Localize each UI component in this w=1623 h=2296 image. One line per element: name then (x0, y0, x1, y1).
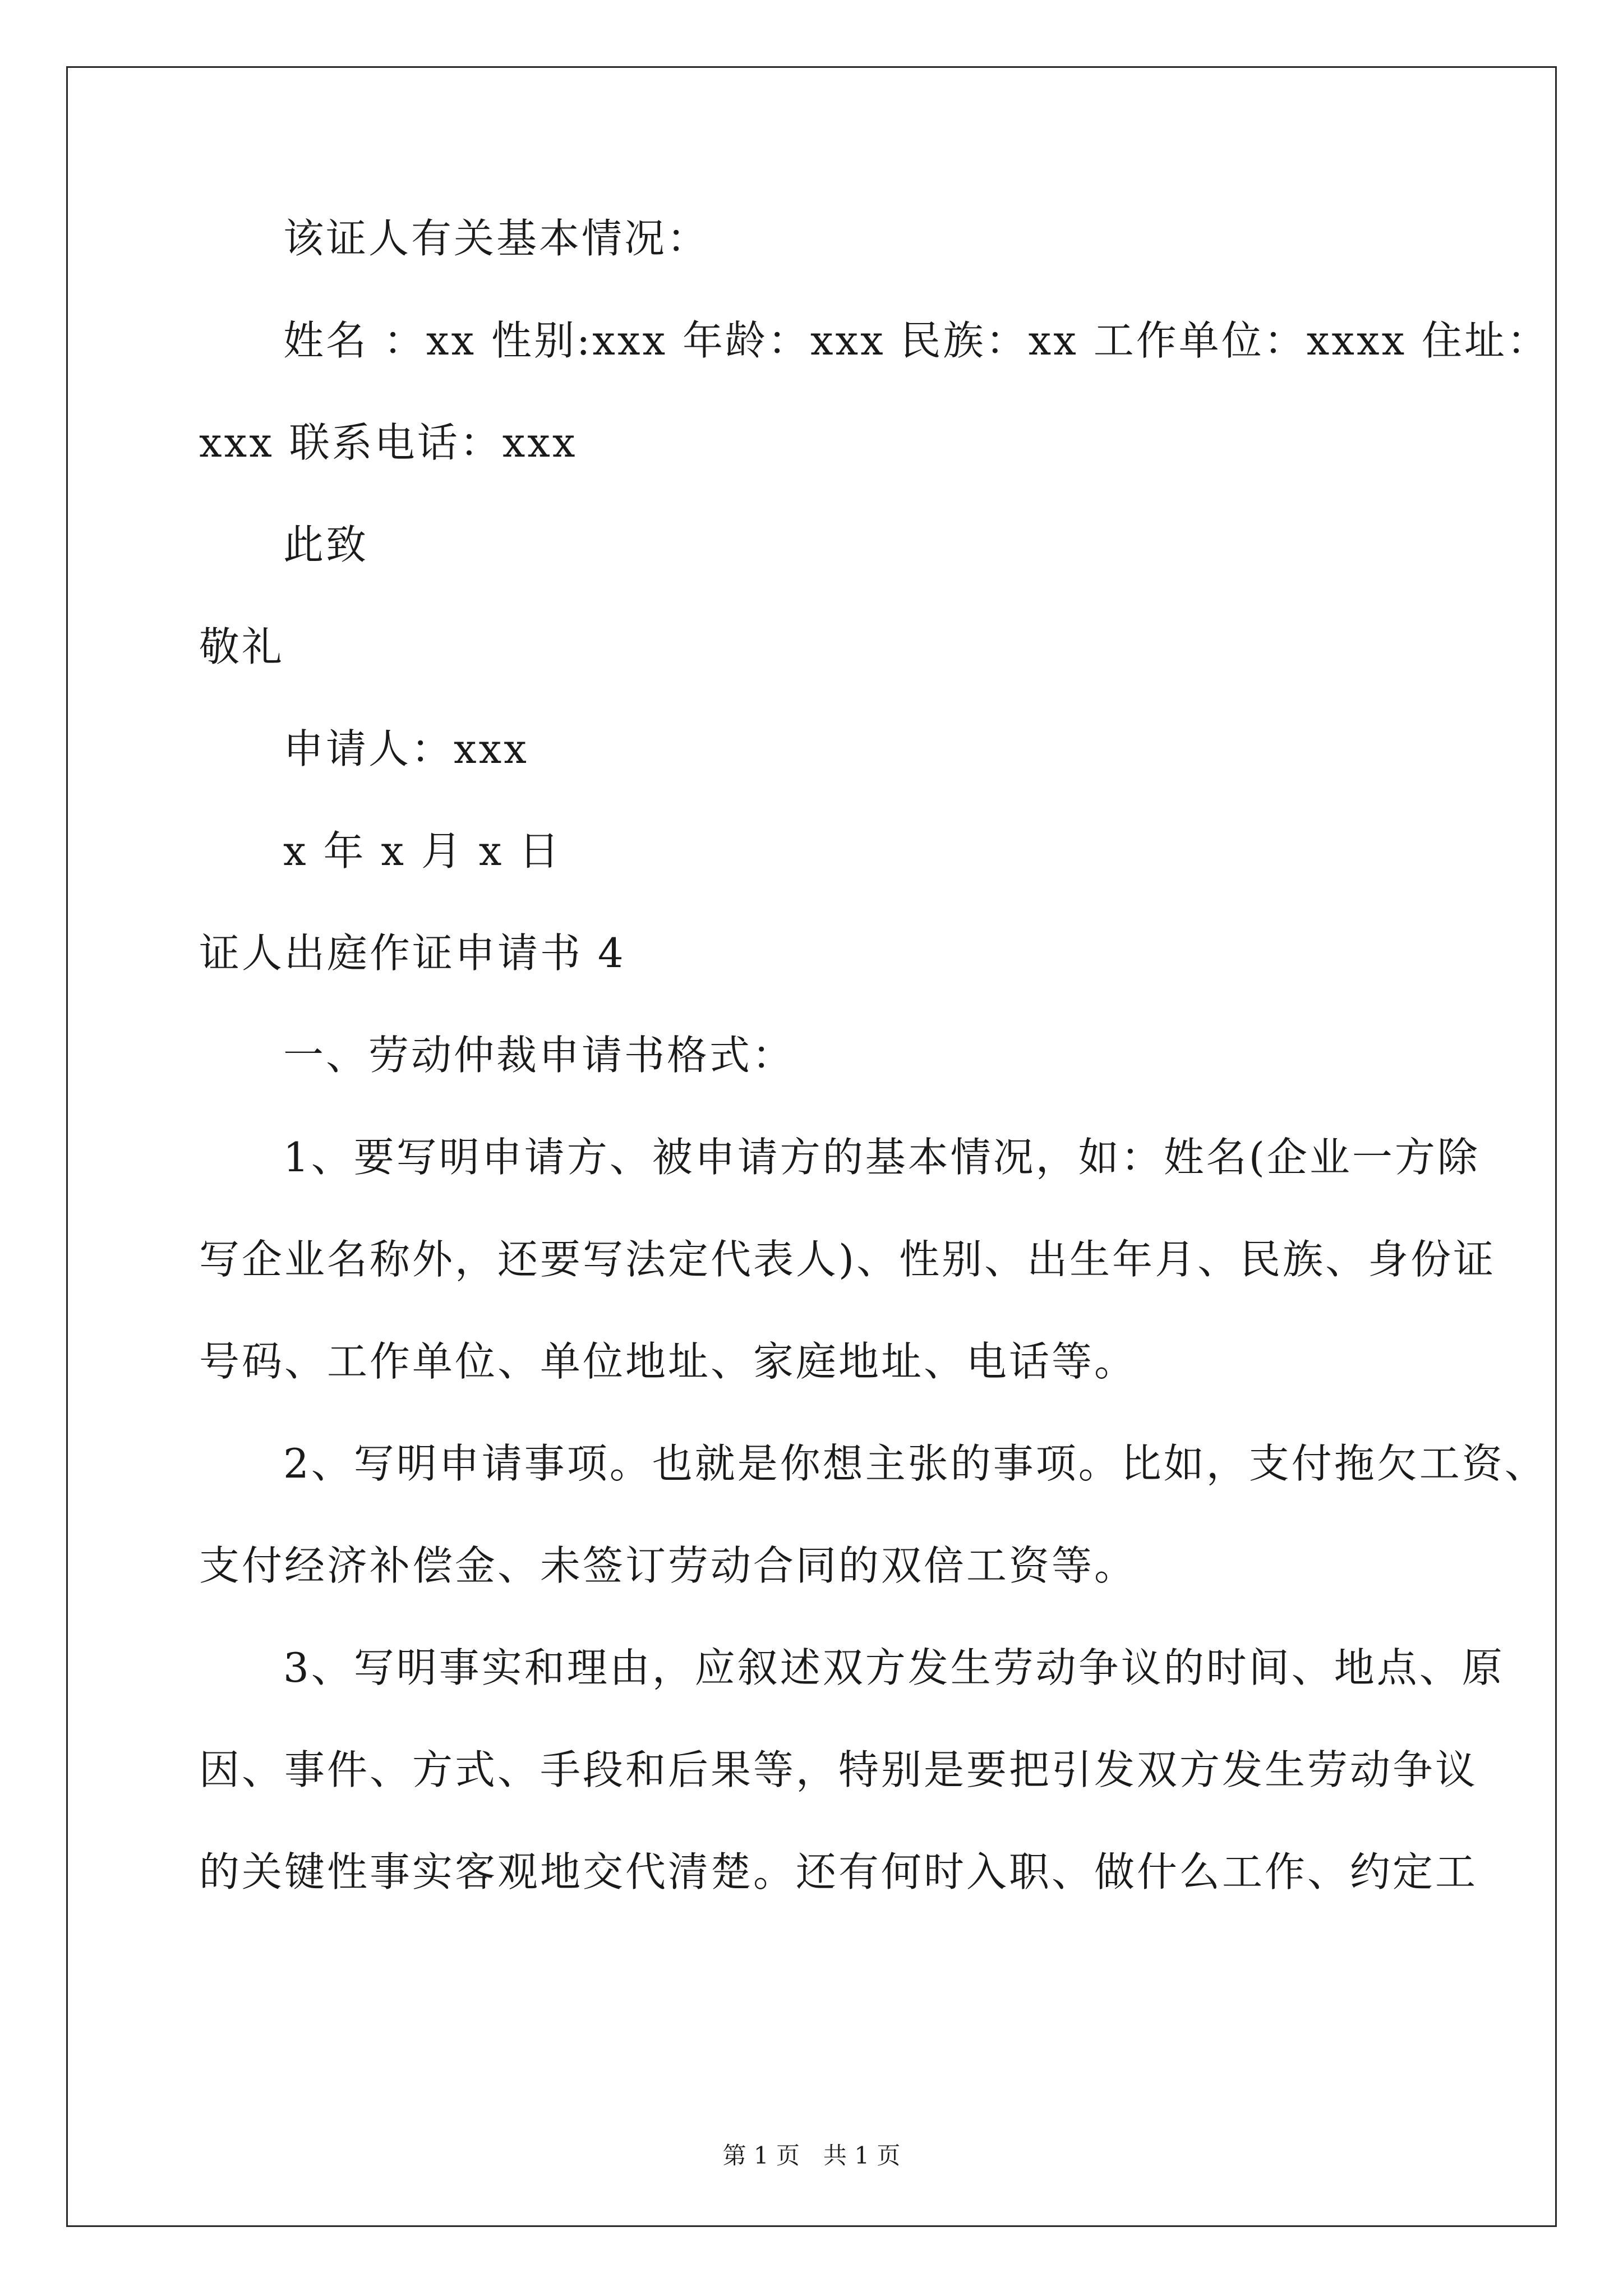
format-heading: 一、劳动仲裁申请书格式： (283, 1032, 795, 1079)
salutation-closing: 此致 (283, 521, 369, 568)
item-2-line-2: 支付经济补偿金、未签订劳动合同的双倍工资等。 (199, 1542, 1137, 1589)
page-number-footer: 第 1 页 共 1 页 (722, 2142, 901, 2169)
applicant-line: 申请人：xxx (283, 725, 529, 772)
item-2-line-1: 2、写明申请事项。也就是你想主张的事项。比如，支付拖欠工资、 (283, 1440, 1547, 1487)
witness-info-heading: 该证人有关基本情况： (283, 215, 710, 262)
item-3-line-3: 的关键性事实客观地交代清楚。还有何时入职、做什么工作、约定工 (199, 1848, 1478, 1895)
date-line: x 年 x 月 x 日 (283, 827, 562, 875)
item-1-line-1: 1、要写明申请方、被申请方的基本情况，如：姓名(企业一方除 (283, 1134, 1480, 1181)
item-3-line-1: 3、写明事实和理由，应叙述双方发生劳动争议的时间、地点、原 (283, 1644, 1505, 1691)
item-3-line-2: 因、事件、方式、手段和后果等，特别是要把引发双方发生劳动争议 (199, 1746, 1478, 1793)
item-1-line-3: 号码、工作单位、单位地址、家庭地址、电话等。 (199, 1338, 1137, 1385)
witness-info-line-2: xxx 联系电话：xxx (199, 419, 578, 466)
item-1-line-2: 写企业名称外，还要写法定代表人)、性别、出生年月、民族、身份证 (199, 1236, 1496, 1283)
section-title: 证人出庭作证申请书 4 (199, 930, 626, 977)
salutation-regards: 敬礼 (199, 623, 285, 670)
witness-info-line-1: 姓名 ：xx 性别:xxx 年龄：xxx 民族：xx 工作单位：xxxx 住址： (283, 317, 1550, 364)
